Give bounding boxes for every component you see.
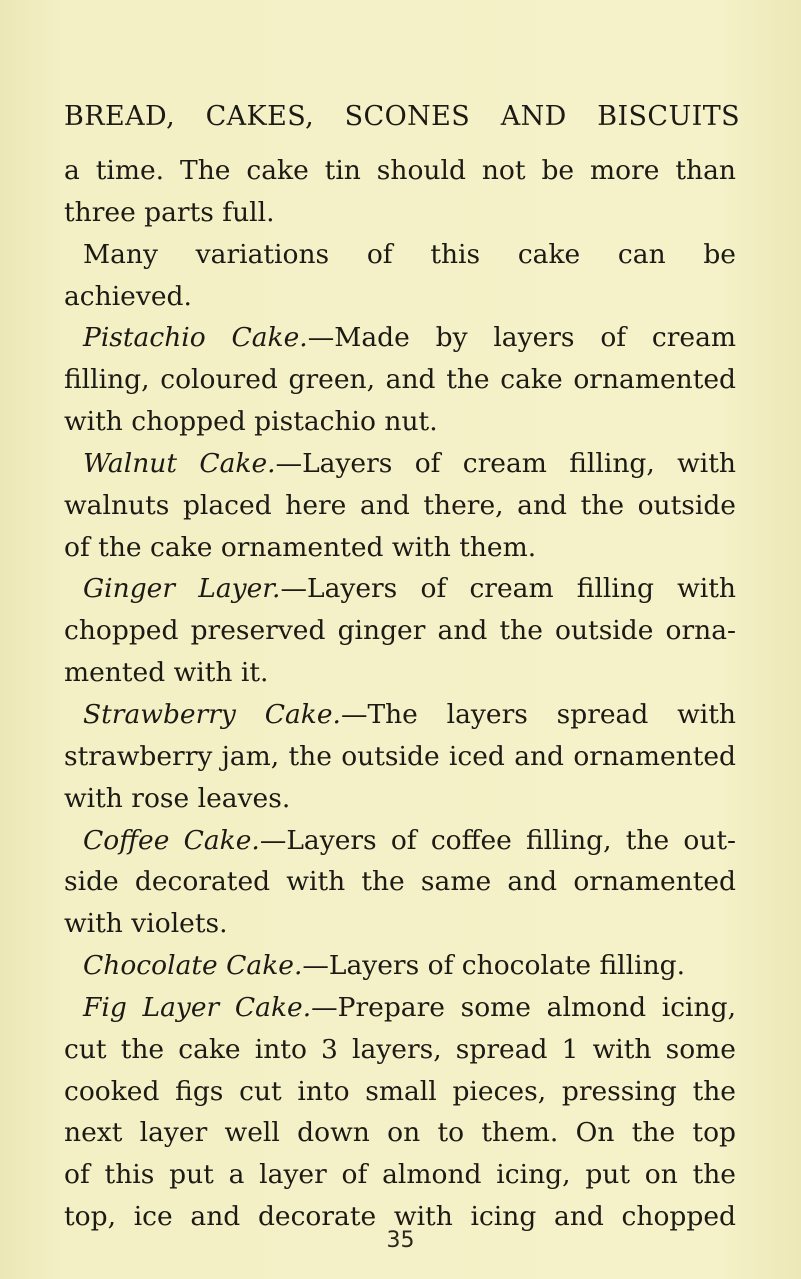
text-line [64,736,736,778]
text-line [64,317,736,359]
running-header: BREAD, CAKES, SCONES AND BISCUITS [64,101,740,132]
page-number: 35 [386,1228,415,1253]
line-text: top, ice and decorate with icing and chopped [64,1201,736,1233]
line-text: of this put a layer of almond icing, put on the [64,1159,736,1191]
text-line [64,1112,736,1154]
line-text: three parts full. [64,196,275,228]
text-line [64,234,736,276]
text-line [64,527,736,569]
recipe-title: Strawberry Cake. [83,698,341,730]
line-text: with rose leaves. [64,782,291,814]
recipe-title: Walnut Cake. [83,447,276,479]
line-text: a time. The cake tin should not be more than [64,155,736,186]
line-text: with violets. [64,908,228,940]
text-line [64,694,736,736]
recipe-title: Fig Layer Cake. [83,991,312,1023]
line-text: —Layers of chocolate filling. [302,950,686,982]
line-text: side decorated with the same and ornamented [64,866,736,898]
line-text: —Made by layers of cream [307,322,736,354]
text-line [64,987,736,1029]
line-text: strawberry jam, the outside iced and ornamented [64,740,736,772]
text-line [64,485,736,527]
line-text: —Layers of cream filling, with [275,447,736,479]
line-text: filling, coloured green, and the cake ornamented [64,364,736,396]
line-text: walnuts placed here and there, and the outside [64,489,736,521]
recipe-title: Ginger Layer. [83,573,281,605]
line-text: of the cake ornamented with them. [64,531,537,563]
line-text: —Prepare some almond icing, [311,991,736,1023]
text-line [64,903,736,945]
line-text: achieved. [64,280,192,312]
text-line [64,945,736,987]
line-text: chopped preserved ginger and the outside orna- [64,615,736,647]
text-line [64,610,736,652]
text-line [64,192,736,234]
text-line [64,820,736,862]
recipe-title: Coffee Cake. [83,824,260,856]
text-line [64,652,736,694]
line-text: —Layers of coffee filling, the out- [259,824,736,856]
text-line [64,568,736,610]
line-text: Many variations of this cake can be [83,238,736,270]
recipe-title: Chocolate Cake. [83,950,303,982]
line-text: cooked figs cut into small pieces, pressing the [64,1075,736,1107]
recipe-title: Pistachio Cake. [83,322,308,354]
line-text: cut the cake into 3 layers, spread 1 with some [64,1033,736,1065]
line-text: —Layers of cream filling with [280,573,736,605]
line-text: mented with it. [64,657,269,689]
text-line [64,359,736,401]
text-line [64,1029,736,1071]
text-line [64,1154,736,1196]
body-text [64,150,736,1238]
text-line [64,861,736,903]
text-line [64,276,736,318]
text-line [64,401,736,443]
line-text: —The layers spread with [340,698,736,730]
text-line [64,778,736,820]
text-line [64,443,736,485]
line-text: with chopped pistachio nut. [64,406,438,438]
text-line [64,1071,736,1113]
text-line [64,150,736,192]
line-text: next layer well down on to them. On the top [64,1117,736,1149]
